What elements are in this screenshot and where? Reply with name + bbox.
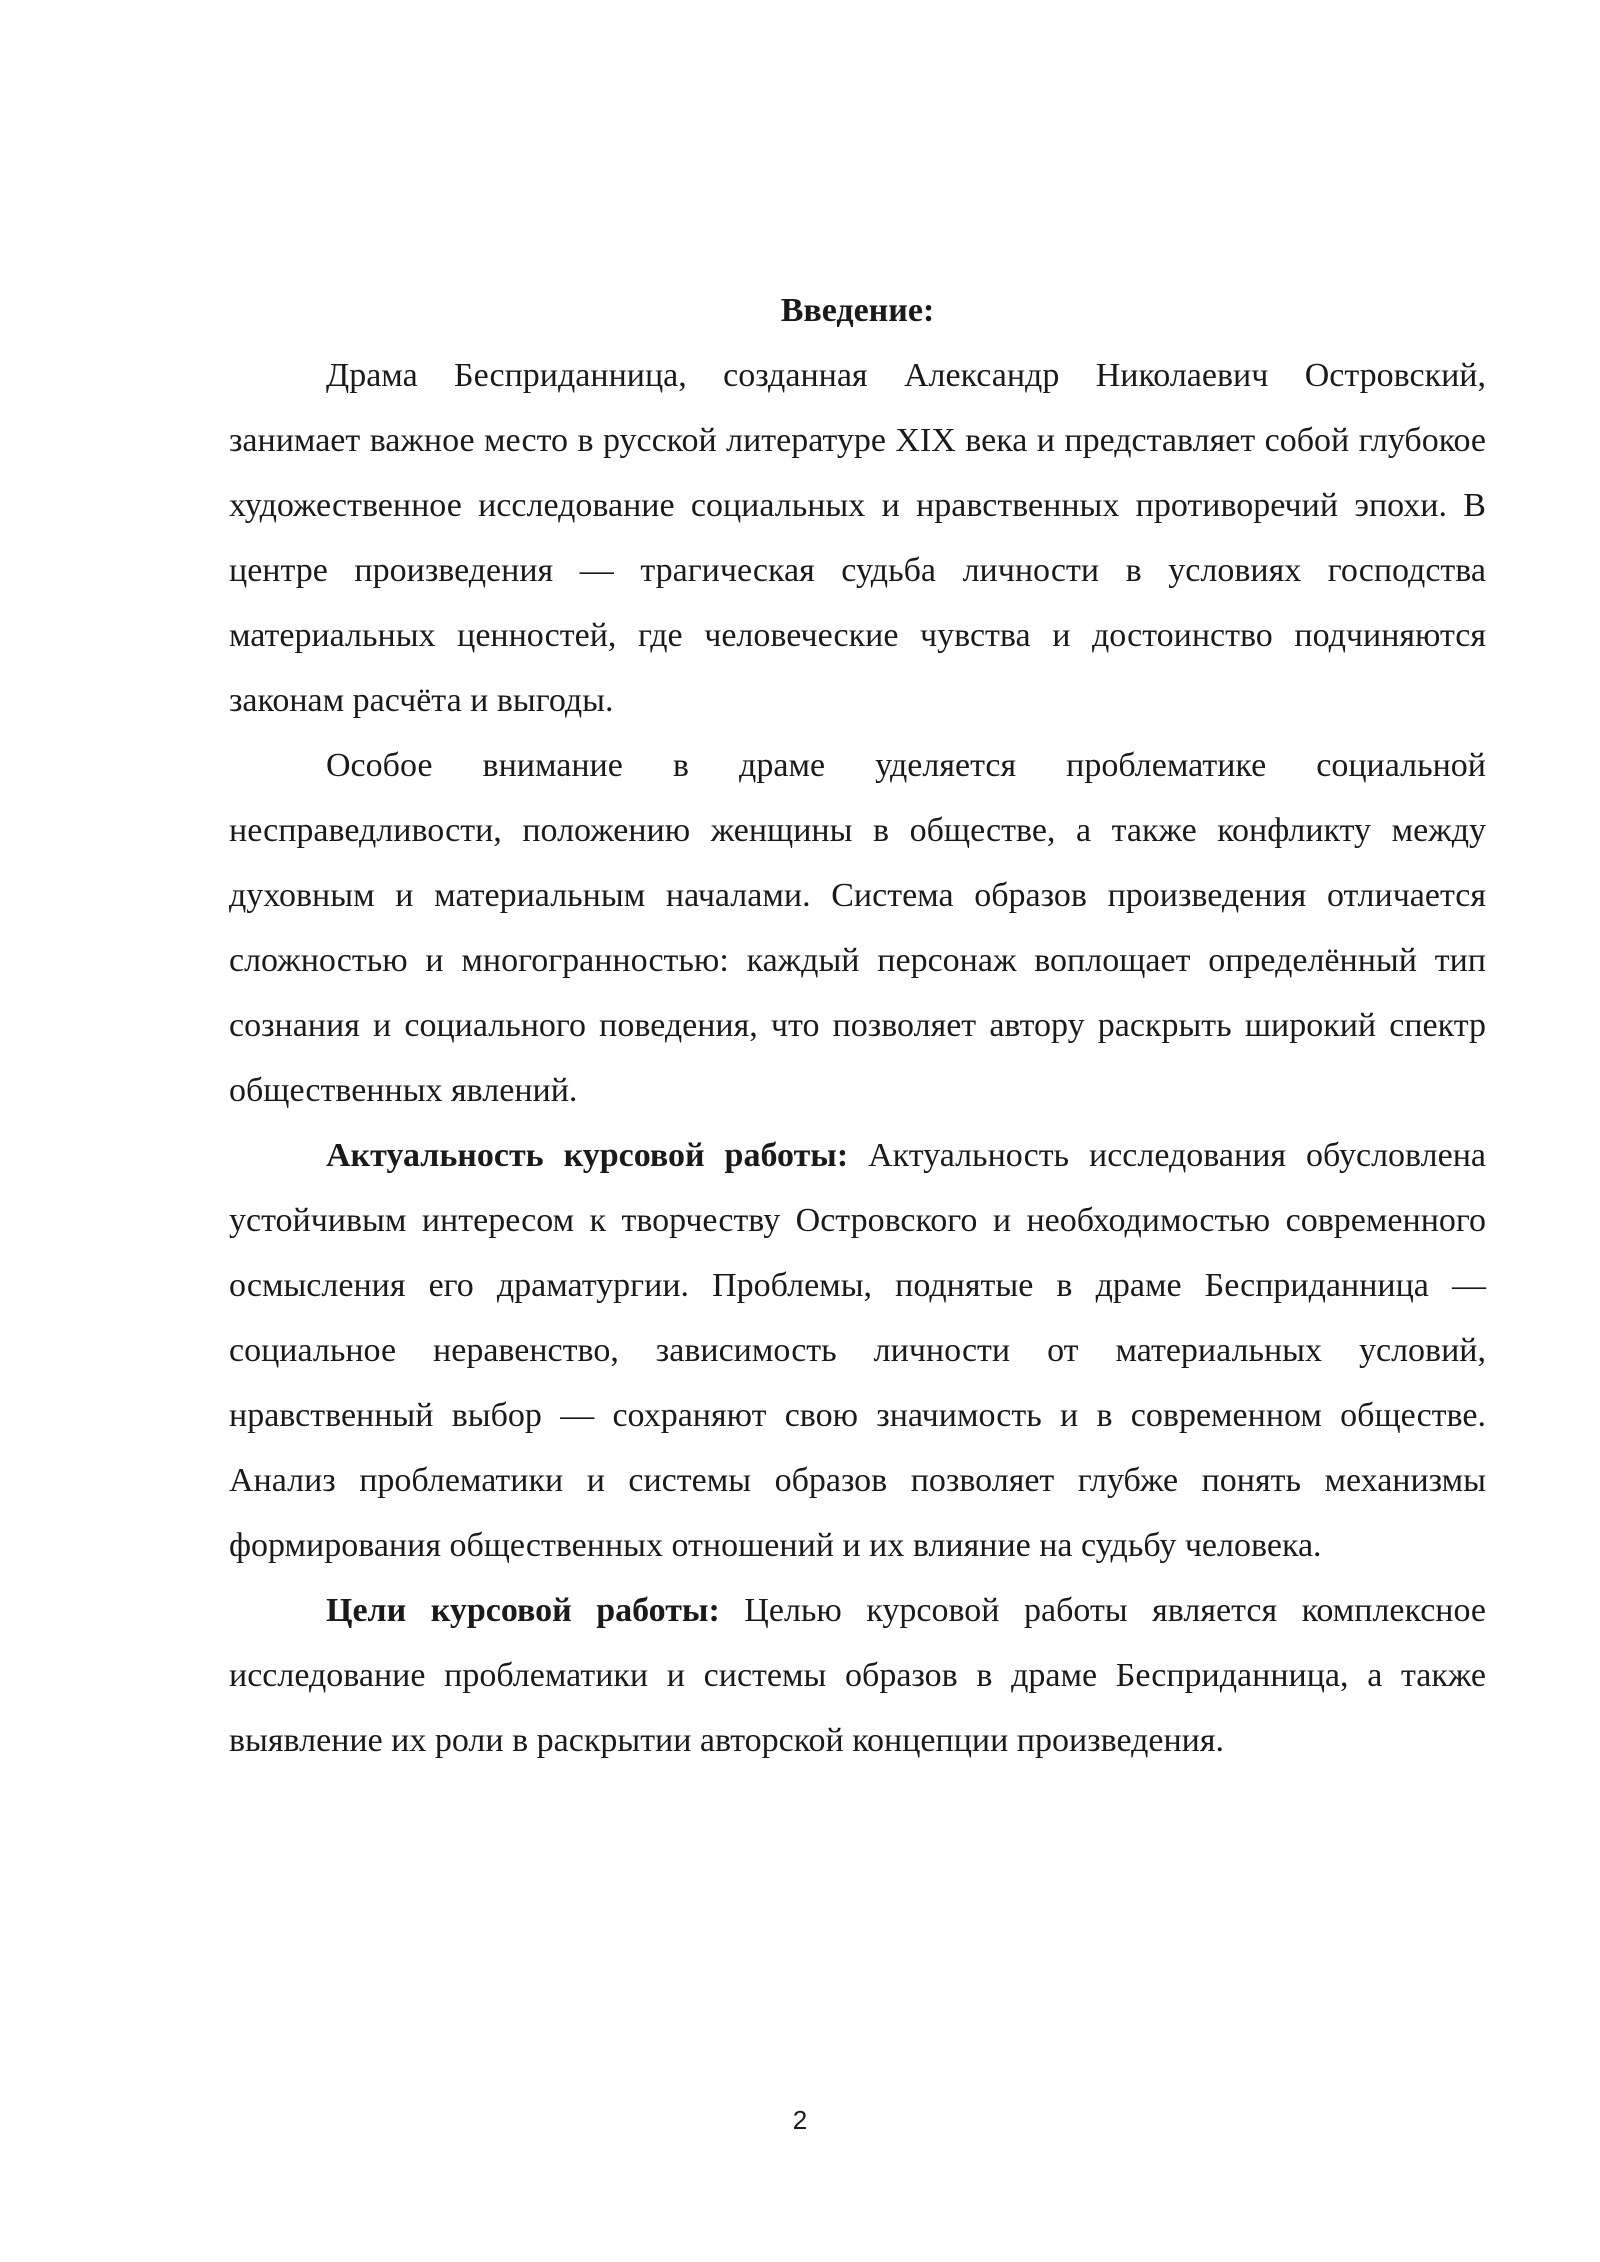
paragraph-relevance xyxy=(229,1123,1486,1578)
paragraph-text: Драма Бесприданница, созданная Александр Николаевич Островский, занимает важное место в русской литературе XIX века и представляет собой глубокое художественное исследование социальных и нравственных противоречий эпохи. В центре произведения — трагическая судьба личности в условиях господства материальных ценностей, где человеческие чувства и достоинство подчиняются законам расчёта и выгоды. xyxy=(229,357,1486,719)
paragraph-themes xyxy=(229,733,1486,1123)
relevance-heading: Актуальность курсовой работы: xyxy=(326,1137,849,1174)
paragraph-text: Особое внимание в драме уделяется проблематике социальной несправедливости, положению женщины в обществе, а также конфликту между духовным и материальным началами. Система образов произведения отличается сложностью и многогранностью: каждый персонаж воплощает определённый тип сознания и социального поведения, что позволяет автору раскрыть широкий спектр общественных явлений. xyxy=(229,747,1486,1109)
paragraph-goals xyxy=(229,1578,1486,1773)
page-body xyxy=(229,278,1486,1773)
paragraph-text: Актуальность исследования обусловлена устойчивым интересом к творчеству Островского и необходимостью современного осмысления его драматургии. Проблемы, поднятые в драме Бесприданница — социальное неравенство, зависимость личности от материальных условий, нравственный выбор — сохраняют свою значимость и в современном обществе. Анализ проблематики и системы образов позволяет глубже понять механизмы формирования общественных отношений и их влияние на судьбу человека. xyxy=(229,1137,1487,1564)
page-number: 2 xyxy=(792,2105,808,2135)
goals-heading: Цели курсовой работы: xyxy=(326,1592,720,1629)
paragraph-intro xyxy=(229,343,1486,733)
section-heading: Введение: xyxy=(780,292,935,329)
paragraph-text: Целью курсовой работы является комплексное исследование проблематики и системы образов в драме Бесприданница, а также выявление их роли в раскрытии авторской концепции произведения. xyxy=(229,1592,1486,1759)
